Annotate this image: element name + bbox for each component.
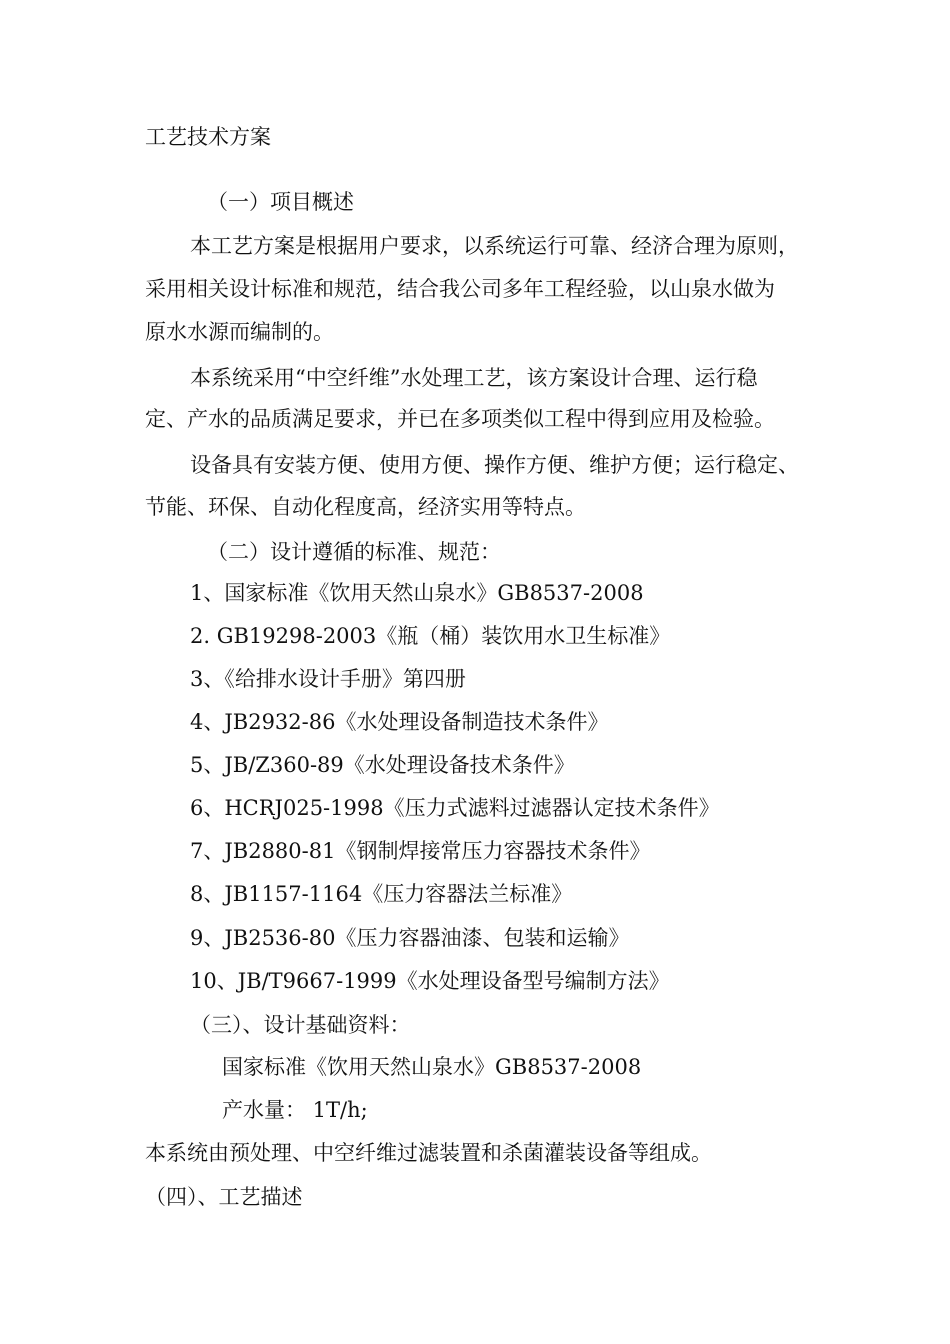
- document-title: 工艺技术方案: [145, 125, 271, 149]
- paragraph-text: 本系统采用“中空纤维”水处理工艺，该方案设计合理、运行稳: [190, 366, 758, 390]
- standard-list-item: 6、HCRJ025-1998《压力式滤料过滤器认定技术条件》: [190, 796, 720, 820]
- section-heading-standards: （二）设计遵循的标准、规范：: [207, 540, 501, 564]
- paragraph-text: 节能、环保、自动化程度高，经济实用等特点。: [145, 495, 586, 519]
- standard-list-item: 2. GB19298-2003《瓶（桶）装饮用水卫生标准》: [190, 624, 671, 648]
- section-heading-process: （四）、工艺描述: [145, 1185, 303, 1209]
- standard-list-item: 5、JB/Z360-89《水处理设备技术条件》: [190, 753, 575, 777]
- paragraph-text: 采用相关设计标准和规范，结合我公司多年工程经验，以山泉水做为: [145, 277, 775, 301]
- system-composition: 本系统由预处理、中空纤维过滤装置和杀菌灌装设备等组成。: [145, 1141, 712, 1165]
- paragraph-text: 原水水源而编制的。: [145, 320, 334, 344]
- standard-list-item: 4、JB2932-86《水处理设备制造技术条件》: [190, 710, 609, 734]
- section-heading-basis: （三）、设计基础资料：: [190, 1013, 411, 1037]
- basis-output: 产水量： 1T/h;: [222, 1098, 368, 1122]
- section-heading-overview: （一）项目概述: [207, 190, 354, 214]
- paragraph-text: 定、产水的品质满足要求，并已在多项类似工程中得到应用及检验。: [145, 407, 775, 431]
- standard-list-item: 3、《给排水设计手册》第四册: [190, 667, 466, 691]
- standard-list-item: 7、JB2880-81《钢制焊接常压力容器技术条件》: [190, 839, 651, 863]
- paragraph-text: 设备具有安装方便、使用方便、操作方便、维护方便；运行稳定、: [190, 453, 799, 477]
- standard-list-item: 9、JB2536-80《压力容器油漆、包装和运输》: [190, 926, 630, 950]
- basis-standard: 国家标准《饮用天然山泉水》GB8537-2008: [222, 1055, 642, 1079]
- standard-list-item: 8、JB1157-1164《压力容器法兰标准》: [190, 882, 573, 906]
- paragraph-text: 本工艺方案是根据用户要求，以系统运行可靠、经济合理为原则，: [190, 234, 799, 258]
- standard-list-item: 1、国家标准《饮用天然山泉水》GB8537-2008: [190, 581, 644, 605]
- standard-list-item: 10、JB/T9667-1999《水处理设备型号编制方法》: [190, 969, 670, 993]
